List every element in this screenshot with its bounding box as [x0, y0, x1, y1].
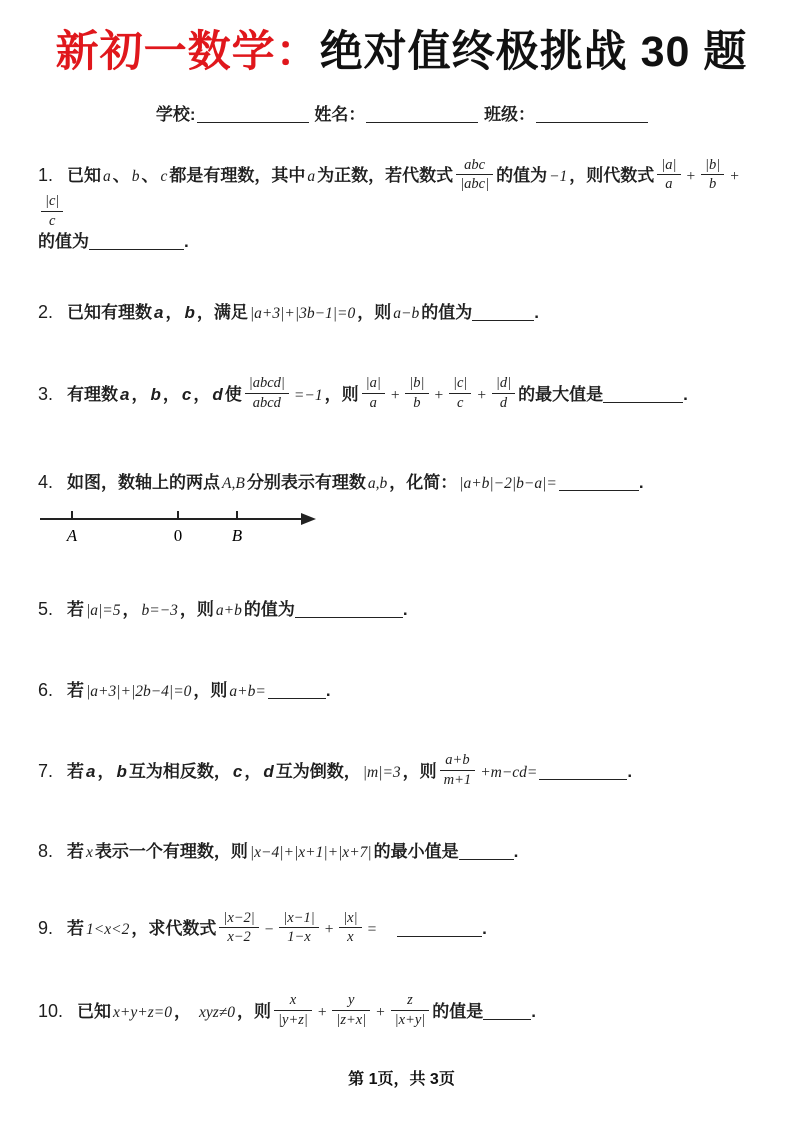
- math-run: +: [685, 168, 696, 186]
- fraction: [332, 992, 370, 1028]
- text-run: ，化简：: [389, 472, 458, 492]
- answer-blank: [559, 479, 639, 491]
- math-run: a+b=: [229, 682, 266, 700]
- math-run: |a+3|+|3b−1|=0: [249, 305, 356, 323]
- math-run: |a|=5: [86, 601, 121, 619]
- text-run: .: [184, 232, 189, 252]
- fraction-denominator: c: [456, 394, 464, 411]
- text-run: ，则: [357, 303, 392, 323]
- fraction-denominator: b: [708, 176, 717, 193]
- text-run: .: [402, 599, 408, 619]
- text-run: ，满足: [196, 303, 248, 323]
- fraction-numerator: y: [332, 992, 370, 1011]
- text-run: ，求代数式: [131, 919, 217, 939]
- text-run: .: [638, 472, 644, 492]
- math-run: +: [389, 386, 401, 404]
- text-run: 若: [67, 680, 85, 700]
- fraction-numerator: |x|: [339, 910, 361, 929]
- text-run: 的值为: [421, 303, 473, 323]
- answer-blank: [268, 687, 326, 699]
- axis-arrowhead-icon: [301, 513, 316, 525]
- problem-6-text: [67, 681, 331, 700]
- label-origin: 0: [173, 525, 183, 545]
- math-run: A,B: [222, 474, 245, 492]
- text-run: 的值为: [496, 166, 548, 186]
- math-run: a: [307, 168, 316, 186]
- math-run: |a+b|−2|b−a|=: [459, 474, 557, 492]
- answer-blank: [472, 309, 534, 321]
- fraction-denominator: c: [48, 212, 56, 229]
- answer-blank: [295, 606, 403, 618]
- math-run: +: [433, 386, 444, 404]
- problem-10-number: 10.: [38, 1000, 64, 1021]
- variable: d: [212, 384, 223, 404]
- school-label: 学校:: [155, 104, 196, 124]
- fraction: [701, 157, 724, 193]
- problem-5-number: 5.: [38, 598, 54, 619]
- fraction-denominator: abcd: [252, 394, 281, 411]
- math-run: a−b: [393, 305, 420, 323]
- text-run: ，: [193, 384, 211, 404]
- class-blank: [536, 111, 648, 123]
- fraction: [41, 193, 63, 229]
- fraction-denominator: a: [369, 394, 377, 411]
- fraction-denominator: m+1: [443, 772, 472, 789]
- problem-6: [38, 678, 765, 703]
- variable: c: [181, 384, 192, 404]
- problem-8-number: 8.: [38, 840, 54, 861]
- text-run: 已知: [77, 1001, 112, 1021]
- text-run: ，则: [193, 680, 228, 700]
- text-run: 如图，数轴上的两点: [67, 472, 221, 492]
- math-run: a+b: [215, 601, 242, 619]
- name-blank: [366, 111, 478, 123]
- fraction-denominator: |abc|: [460, 176, 490, 193]
- answer-blank: [459, 848, 514, 860]
- math-run: =: [366, 921, 378, 939]
- fraction-numerator: x: [274, 992, 312, 1011]
- math-run: x: [86, 843, 93, 861]
- text-run: 都是有理数，其中: [169, 166, 306, 186]
- text-run: ，则: [179, 599, 214, 619]
- fraction-numerator: |c|: [41, 193, 63, 212]
- math-run: b: [131, 168, 140, 186]
- math-run: +: [375, 1003, 386, 1021]
- problem-2: [38, 300, 765, 325]
- fraction-numerator: a+b: [440, 752, 476, 771]
- text-run: ，: [131, 384, 149, 404]
- problem-8: [38, 839, 765, 864]
- page-title: [38, 26, 765, 80]
- fraction: [245, 375, 289, 411]
- text-run: 的值是: [432, 1001, 484, 1021]
- text-run: 若: [67, 762, 85, 782]
- student-info-row: [38, 100, 765, 125]
- fraction: [391, 992, 430, 1028]
- problem-2-text: [67, 303, 539, 322]
- fraction: [657, 157, 680, 193]
- math-run: b=−3: [141, 601, 178, 619]
- label-point-B: B: [231, 525, 243, 545]
- variable: a: [120, 384, 130, 404]
- variable: b: [150, 384, 161, 404]
- math-run: a: [103, 168, 111, 186]
- math-run: +: [316, 1003, 328, 1021]
- fraction-denominator: |x+y|: [394, 1011, 426, 1028]
- worksheet-page: [38, 26, 765, 1089]
- text-run: 、: [141, 166, 159, 186]
- label-point-A: A: [66, 525, 78, 545]
- fraction-numerator: |b|: [405, 375, 428, 394]
- problem-5: [38, 597, 765, 622]
- title-black-part: 绝对值终极挑战 30 题: [319, 28, 748, 76]
- problem-4: [38, 470, 765, 495]
- problem-3-number: 3.: [38, 383, 54, 404]
- fraction-numerator: abc: [456, 157, 493, 176]
- text-run: 分别表示有理数: [246, 472, 366, 492]
- fraction: [456, 157, 493, 193]
- variable: a: [154, 303, 164, 323]
- problem-9: [38, 909, 765, 948]
- fraction-denominator: |z+x|: [336, 1011, 367, 1028]
- text-run: 使: [224, 384, 242, 404]
- number-line-figure: [38, 503, 765, 547]
- math-run: a,b: [367, 474, 388, 492]
- math-run: =−1: [293, 386, 323, 404]
- problem-8-text: [67, 842, 518, 861]
- fraction: [492, 375, 515, 411]
- problem-1-number: 1.: [38, 165, 54, 186]
- text-run: ，: [165, 303, 183, 323]
- fraction-numerator: |b|: [701, 157, 724, 176]
- answer-blank: [603, 391, 683, 403]
- problem-10: [38, 994, 765, 1030]
- title-red-part: 新初一数学：: [55, 28, 320, 76]
- fraction-numerator: |a|: [362, 375, 385, 394]
- fraction-denominator: |y+z|: [278, 1011, 308, 1028]
- text-run: 的值为: [243, 599, 295, 619]
- school-blank: [197, 111, 309, 123]
- text-run: 、: [112, 166, 130, 186]
- math-run: −1: [549, 168, 568, 186]
- name-label: 姓名：: [314, 104, 366, 124]
- fraction: [449, 375, 471, 411]
- fraction-numerator: |x−1|: [279, 910, 318, 929]
- math-run: |x−4|+|x+1|+|x+7|: [249, 843, 372, 861]
- text-run: ，则: [402, 762, 437, 782]
- fraction-numerator: |c|: [449, 375, 471, 394]
- text-run: ，: [97, 762, 115, 782]
- answer-blank: [89, 238, 184, 250]
- fraction-denominator: 1−x: [287, 929, 311, 946]
- fraction: [362, 375, 385, 411]
- math-run: x+y+z=0: [113, 1003, 172, 1021]
- answer-blank: [539, 768, 627, 780]
- answer-blank: [483, 1008, 531, 1020]
- problem-7-number: 7.: [38, 761, 54, 782]
- variable: b: [116, 762, 127, 782]
- fraction-numerator: |abcd|: [245, 375, 289, 394]
- text-run: 已知有理数: [67, 303, 153, 323]
- page-footer: 第 1页，共 3页: [348, 1071, 455, 1089]
- text-run: 的最小值是: [373, 841, 459, 861]
- math-run: +m−cd=: [480, 764, 538, 782]
- text-run: .: [627, 762, 633, 782]
- text-run: 互为相反数，: [128, 762, 231, 782]
- problem-5-text: [67, 600, 408, 619]
- fraction: [279, 910, 318, 946]
- fraction-denominator: x: [347, 929, 354, 946]
- math-run: −: [263, 921, 275, 939]
- fraction-numerator: |a|: [657, 157, 680, 176]
- problem-9-number: 9.: [38, 918, 54, 939]
- text-run: ，: [162, 384, 180, 404]
- fraction: [219, 910, 258, 946]
- text-run: ，则代数式: [569, 166, 655, 186]
- problem-4-text: [67, 473, 644, 492]
- fraction: [339, 910, 361, 946]
- problem-4-number: 4.: [38, 471, 54, 492]
- problem-2-number: 2.: [38, 302, 54, 323]
- variable: d: [263, 762, 274, 782]
- text-run: 有理数: [67, 384, 119, 404]
- problem-10-text: [77, 992, 537, 1028]
- text-run: .: [325, 680, 331, 700]
- problem-7: [38, 754, 765, 790]
- text-run: .: [513, 841, 519, 861]
- text-run: ，: [244, 762, 262, 782]
- variable: c: [232, 762, 243, 782]
- fraction: [405, 375, 428, 411]
- text-run: 的最大值是: [518, 384, 604, 404]
- problem-1-text: [38, 156, 742, 252]
- math-run: 1<x<2: [86, 921, 130, 939]
- text-run: ，: [122, 599, 140, 619]
- math-run: |m|=3: [362, 764, 401, 782]
- class-label: 班级：: [484, 104, 536, 124]
- problem-1: [38, 156, 765, 255]
- text-run: 若: [67, 841, 85, 861]
- fraction-numerator: |x−2|: [219, 910, 258, 929]
- text-run: .: [482, 919, 487, 939]
- text-run: .: [683, 384, 688, 404]
- fraction: [440, 752, 476, 788]
- math-run: +: [323, 921, 335, 939]
- math-run: c: [160, 168, 168, 186]
- fraction-denominator: x−2: [227, 929, 251, 946]
- text-run: 为正数，若代数式: [317, 166, 454, 186]
- number-line-svg: [38, 503, 320, 547]
- fraction-denominator: d: [499, 394, 508, 411]
- variable: a: [86, 762, 96, 782]
- text-run: ，则: [237, 1001, 272, 1021]
- fraction-denominator: b: [413, 394, 421, 411]
- math-run: +: [729, 168, 740, 186]
- text-run: 互为倒数，: [275, 762, 361, 782]
- text-run: .: [531, 1001, 537, 1021]
- text-run: 已知: [67, 166, 102, 186]
- fraction-denominator: a: [665, 176, 673, 193]
- text-run: 若: [67, 599, 85, 619]
- problem-6-number: 6.: [38, 679, 54, 700]
- problem-3: [38, 377, 765, 413]
- problem-7-text: [67, 752, 633, 789]
- text-run: .: [534, 303, 539, 323]
- fraction: [274, 992, 312, 1028]
- answer-blank: [397, 925, 482, 937]
- problem-9-text: [67, 909, 487, 946]
- fraction-numerator: |d|: [492, 375, 515, 394]
- text-run: 若: [67, 919, 85, 939]
- fraction-numerator: z: [391, 992, 430, 1011]
- math-run: |a+3|+|2b−4|=0: [86, 682, 192, 700]
- math-run: +: [476, 386, 487, 404]
- text-run: ，则: [324, 384, 359, 404]
- problem-3-text: [67, 375, 688, 411]
- math-run: xyz≠0: [198, 1003, 236, 1021]
- variable: b: [184, 303, 195, 323]
- text-run: 表示一个有理数，则: [94, 841, 248, 861]
- text-run: ，: [173, 1001, 191, 1021]
- text-run: 的值为: [38, 232, 89, 252]
